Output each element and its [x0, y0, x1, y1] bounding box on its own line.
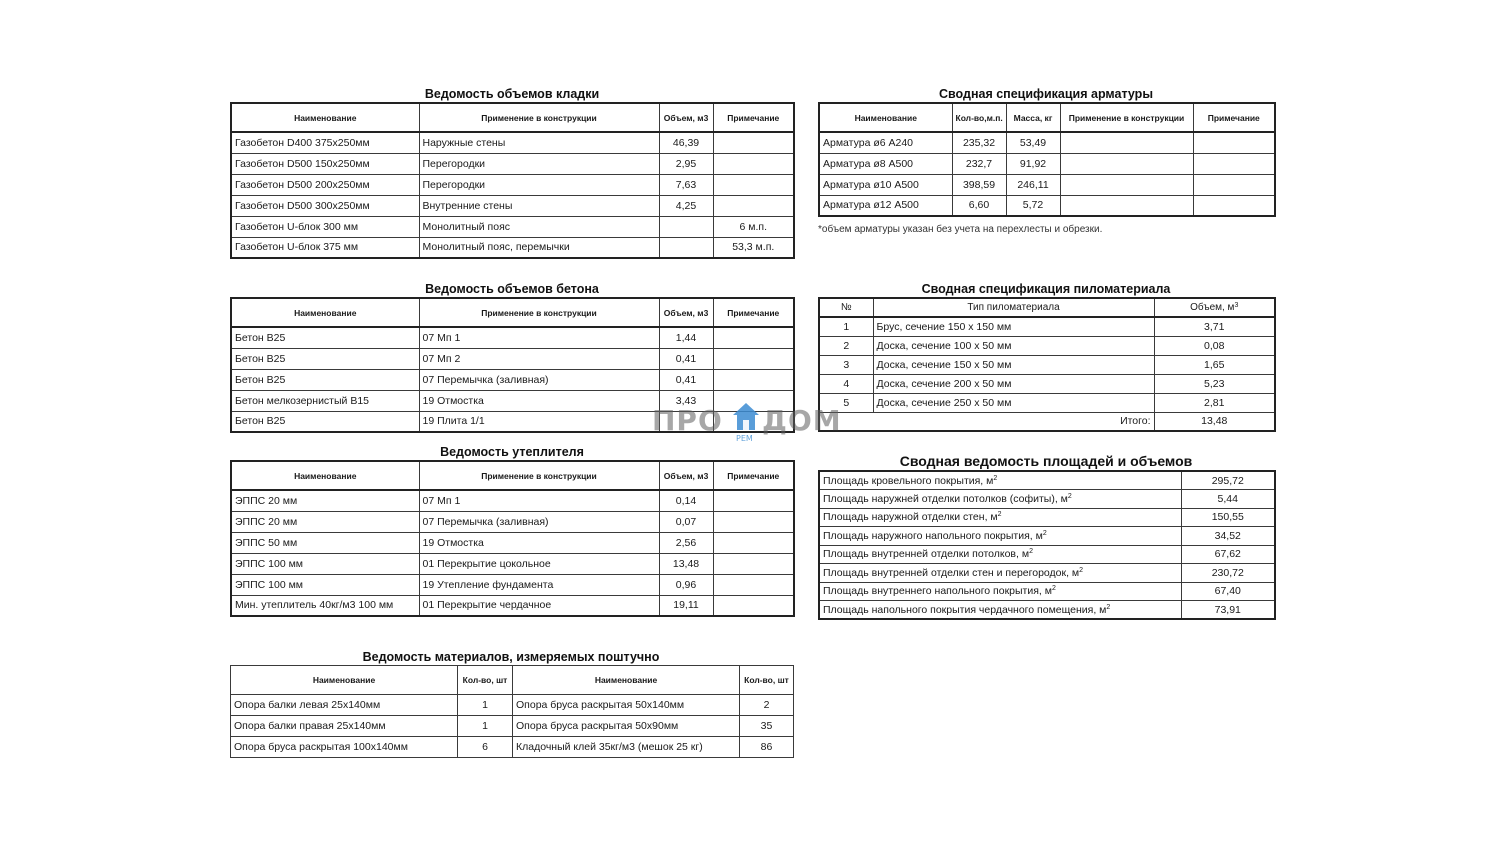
superscript: 2: [1106, 603, 1111, 611]
insulation-block: [230, 444, 794, 618]
table-row: [231, 348, 794, 369]
piece-title: Ведомость материалов, измеряемых поштучно: [362, 650, 660, 664]
cell: 3: [819, 355, 873, 374]
table-row: [819, 393, 1275, 412]
cell: 91,92: [1006, 153, 1060, 174]
superscript: 2: [997, 511, 1002, 519]
table-header-row: [231, 666, 794, 695]
table-header-row: [231, 103, 794, 132]
table-row: [819, 355, 1275, 374]
cell: 19 Утепление фундамента: [419, 574, 659, 595]
table-row: [819, 374, 1275, 393]
cell: [1060, 174, 1193, 195]
table-row: [819, 545, 1275, 564]
header-cell: Примечание: [1193, 103, 1275, 132]
superscript: 2: [1067, 492, 1072, 500]
cell: 07 Мп 1: [419, 490, 659, 511]
cell: Газобетон U-блок 375 мм: [231, 237, 419, 258]
cell: 4: [819, 374, 873, 393]
cell: 34,52: [1181, 527, 1275, 546]
cell: Газобетон D500 300x250мм: [231, 195, 419, 216]
cell: [713, 490, 794, 511]
watermark-sub-text: РЕМ: [736, 434, 753, 443]
cell: [1193, 153, 1275, 174]
cell: 7,63: [659, 174, 713, 195]
cell: 0,07: [659, 511, 713, 532]
superscript: 2: [1042, 529, 1047, 537]
area-label: Площадь внутреннего напольного покрытия, м: [823, 585, 1052, 598]
cell: Перегородки: [419, 174, 659, 195]
areas-title: Сводная ведомость площадей и объемов: [899, 453, 1193, 469]
cell: ЭППС 100 мм: [231, 553, 419, 574]
table-row: [819, 508, 1275, 527]
cell: 07 Перемычка (заливная): [419, 369, 659, 390]
cell: Газобетон D500 200x250мм: [231, 174, 419, 195]
table-row: [231, 369, 794, 390]
cell: Бетон В25: [231, 411, 419, 432]
cell: 6: [458, 737, 513, 758]
cell: Газобетон D500 150x250мм: [231, 153, 419, 174]
piece-table: [230, 665, 794, 758]
header-cell: Применение в конструкции: [419, 103, 659, 132]
header-cell: №: [819, 298, 873, 317]
cell: [713, 595, 794, 616]
cell: 01 Перекрытие чердачное: [419, 595, 659, 616]
cell: 19,11: [659, 595, 713, 616]
header-cell: Объем, м3: [659, 103, 713, 132]
cell: 53,3 м.п.: [713, 237, 794, 258]
cell: ЭППС 100 мм: [231, 574, 419, 595]
cell: 1: [458, 716, 513, 737]
cell: [1060, 153, 1193, 174]
cell: 07 Мп 2: [419, 348, 659, 369]
cell: [713, 553, 794, 574]
cell: Опора бруса раскрытая 50x90мм: [513, 716, 740, 737]
cell: Мин. утеплитель 40кг/м3 100 мм: [231, 595, 419, 616]
header-cell: Наименование: [231, 298, 419, 327]
lumber-table: [818, 297, 1276, 432]
header-cell: Масса, кг: [1006, 103, 1060, 132]
cell: Наружные стены: [419, 132, 659, 153]
insulation-title: Ведомость утеплителя: [440, 445, 584, 459]
cell: 398,59: [952, 174, 1006, 195]
header-cell: Примечание: [713, 461, 794, 490]
cell: [1193, 195, 1275, 216]
cell: [713, 153, 794, 174]
table-row: [231, 574, 794, 595]
table-row: [819, 582, 1275, 601]
cell: 2,81: [1154, 393, 1275, 412]
piece-block: [230, 649, 800, 759]
cell: 5: [819, 393, 873, 412]
cell: 1,44: [659, 327, 713, 348]
cell: Опора бруса раскрытая 50x140мм: [513, 695, 740, 716]
table-row: [819, 336, 1275, 355]
cell: [819, 490, 1181, 509]
cell: ЭППС 20 мм: [231, 490, 419, 511]
table-row: [231, 195, 794, 216]
header-cell: Кол-во, шт: [740, 666, 794, 695]
cell: [713, 195, 794, 216]
cell: [819, 582, 1181, 601]
superscript: 2: [993, 474, 998, 482]
cell: 246,11: [1006, 174, 1060, 195]
cell: Внутренние стены: [419, 195, 659, 216]
table-row: [819, 195, 1275, 216]
rebar-table: [818, 102, 1276, 217]
cell: 2: [740, 695, 794, 716]
cell: Арматура ø6 А240: [819, 132, 952, 153]
header-cell: Применение в конструкции: [1060, 103, 1193, 132]
table-row: [231, 490, 794, 511]
cell: 1,65: [1154, 355, 1275, 374]
header-cell: Кол-во,м.п.: [952, 103, 1006, 132]
cell: [713, 132, 794, 153]
cell: 86: [740, 737, 794, 758]
cell: 230,72: [1181, 564, 1275, 583]
cell: 19 Отмостка: [419, 390, 659, 411]
area-label: Площадь кровельного покрытия, м: [823, 474, 994, 487]
table-row: [819, 153, 1275, 174]
table-header-row: [231, 298, 794, 327]
table-row: [231, 737, 794, 758]
areas-block: [818, 452, 1274, 624]
total-value: 13,48: [1154, 412, 1275, 431]
cell: 295,72: [1181, 471, 1275, 490]
cell: [1193, 132, 1275, 153]
cell: 0,14: [659, 490, 713, 511]
table-row: [819, 471, 1275, 490]
header-cell: Объем, м3: [659, 461, 713, 490]
masonry-table: [230, 102, 795, 259]
cell: [1193, 174, 1275, 195]
superscript: 2: [1079, 566, 1084, 574]
cell: [819, 508, 1181, 527]
table-row: [819, 601, 1275, 620]
header-cell: Кол-во, шт: [458, 666, 513, 695]
area-label: Площадь наружной отделки стен, м: [823, 511, 998, 524]
table-row: [819, 132, 1275, 153]
header-cell: Наименование: [231, 103, 419, 132]
table-row: [819, 564, 1275, 583]
cell: 1: [458, 695, 513, 716]
cell: 01 Перекрытие цокольное: [419, 553, 659, 574]
cell: 150,55: [1181, 508, 1275, 527]
cell: Арматура ø8 А500: [819, 153, 952, 174]
cell: 4,25: [659, 195, 713, 216]
header-cell: Применение в конструкции: [419, 461, 659, 490]
cell: 2,95: [659, 153, 713, 174]
cell: 07 Мп 1: [419, 327, 659, 348]
cell: Бетон В25: [231, 369, 419, 390]
table-row: [231, 511, 794, 532]
cell: 5,44: [1181, 490, 1275, 509]
table-row: [819, 174, 1275, 195]
rebar-title: Сводная спецификация арматуры: [939, 87, 1153, 101]
house-icon: [732, 402, 760, 432]
cell: 5,23: [1154, 374, 1275, 393]
cell: [1060, 195, 1193, 216]
masonry-title: Ведомость объемов кладки: [424, 87, 600, 101]
table-total-row: [819, 412, 1275, 431]
header-cell: Примечание: [713, 298, 794, 327]
cell: [819, 545, 1181, 564]
cell: 0,41: [659, 348, 713, 369]
cell: Газобетон D400 375x250мм: [231, 132, 419, 153]
cell: Доска, сечение 100 x 50 мм: [873, 336, 1154, 355]
area-label: Площадь наружней отделки потолков (софиты), м: [823, 492, 1068, 505]
cell: Арматура ø12 А500: [819, 195, 952, 216]
lumber-block: [818, 281, 1274, 433]
cell: Монолитный пояс: [419, 216, 659, 237]
table-row: [231, 327, 794, 348]
table-row: [231, 132, 794, 153]
cell: 0,96: [659, 574, 713, 595]
cell: 2: [819, 336, 873, 355]
superscript: 2: [1029, 548, 1033, 556]
cell: Монолитный пояс, перемычки: [419, 237, 659, 258]
table-row: [231, 532, 794, 553]
header-cell: Наименование: [231, 666, 458, 695]
area-label: Площадь внутренней отделки стен и перегородок, м: [823, 566, 1080, 579]
cell: ЭППС 50 мм: [231, 532, 419, 553]
cell: 3,71: [1154, 317, 1275, 336]
cell: 1: [819, 317, 873, 336]
cell: Бетон В25: [231, 348, 419, 369]
cell: Кладочный клей 35кг/м3 (мешок 25 кг): [513, 737, 740, 758]
areas-table: [818, 470, 1276, 620]
cell: [713, 174, 794, 195]
cell: Перегородки: [419, 153, 659, 174]
masonry-block: [230, 86, 794, 261]
cell: Брус, сечение 150 x 150 мм: [873, 317, 1154, 336]
table-row: [819, 317, 1275, 336]
cell: [713, 348, 794, 369]
rebar-note: *объем арматуры указан без учета на перехлесты и обрезки.: [818, 224, 1103, 235]
cell: [713, 369, 794, 390]
watermark-left-text: ПРО: [652, 404, 723, 437]
cell: 6,60: [952, 195, 1006, 216]
cell: 67,62: [1181, 545, 1275, 564]
lumber-title: Сводная спецификация пиломатериала: [921, 282, 1171, 296]
area-label: Площадь напольного покрытия чердачного помещения, м: [823, 603, 1107, 616]
table-row: [231, 553, 794, 574]
cell: [819, 601, 1181, 620]
watermark-right-text: ДОМ: [762, 404, 842, 437]
cell: 6 м.п.: [713, 216, 794, 237]
cell: Доска, сечение 200 x 50 мм: [873, 374, 1154, 393]
cell: 35: [740, 716, 794, 737]
cell: Арматура ø10 А500: [819, 174, 952, 195]
header-cell: Примечание: [713, 103, 794, 132]
cell: 46,39: [659, 132, 713, 153]
cell: 5,72: [1006, 195, 1060, 216]
header-cell: Тип пиломатериала: [873, 298, 1154, 317]
cell: [659, 237, 713, 258]
cell: 67,40: [1181, 582, 1275, 601]
cell: 0,08: [1154, 336, 1275, 355]
header-cell: Применение в конструкции: [419, 298, 659, 327]
watermark-logo: [652, 402, 852, 446]
header-cell: [1154, 298, 1275, 317]
cell: Опора бруса раскрытая 100x140мм: [231, 737, 458, 758]
cell: Опора балки левая 25x140мм: [231, 695, 458, 716]
table-row: [231, 174, 794, 195]
area-label: Площадь внутренней отделки потолков, м: [823, 548, 1030, 561]
cell: 3,43: [659, 390, 713, 411]
total-label: Итого:: [873, 412, 1154, 431]
table-row: [231, 153, 794, 174]
superscript: 2: [1051, 585, 1056, 593]
table-row: [819, 527, 1275, 546]
cell: Бетон В25: [231, 327, 419, 348]
superscript: 3: [1234, 302, 1239, 309]
cell: [713, 327, 794, 348]
cell: 0,41: [659, 369, 713, 390]
cell: 19 Плита 1/1: [419, 411, 659, 432]
cell: Доска, сечение 150 x 50 мм: [873, 355, 1154, 374]
cell: 19 Отмостка: [419, 532, 659, 553]
rebar-block: [818, 86, 1274, 238]
table-header-row: [819, 103, 1275, 132]
cell: 53,49: [1006, 132, 1060, 153]
header-cell: Наименование: [819, 103, 952, 132]
cell: [819, 471, 1181, 490]
header-cell: Наименование: [513, 666, 740, 695]
cell: 2,56: [659, 532, 713, 553]
cell: Бетон мелкозернистый В15: [231, 390, 419, 411]
cell: [1060, 132, 1193, 153]
header-text: Объем, м: [1190, 302, 1235, 313]
cell: 13,48: [659, 553, 713, 574]
table-row: [231, 237, 794, 258]
cell: [713, 511, 794, 532]
cell: 73,91: [1181, 601, 1275, 620]
concrete-title: Ведомость объемов бетона: [425, 282, 599, 296]
cell: Доска, сечение 250 x 50 мм: [873, 393, 1154, 412]
cell: ЭППС 20 мм: [231, 511, 419, 532]
cell: 07 Перемычка (заливная): [419, 511, 659, 532]
cell: Газобетон U-блок 300 мм: [231, 216, 419, 237]
table-header-row: [231, 461, 794, 490]
cell: [713, 574, 794, 595]
table-row: [231, 716, 794, 737]
table-header-row: [819, 298, 1275, 317]
cell: [713, 532, 794, 553]
insulation-table: [230, 460, 795, 617]
cell: 232,7: [952, 153, 1006, 174]
cell: [819, 564, 1181, 583]
cell: 235,32: [952, 132, 1006, 153]
table-row: [231, 216, 794, 237]
table-row: [819, 490, 1275, 509]
header-cell: Наименование: [231, 461, 419, 490]
header-cell: Объем, м3: [659, 298, 713, 327]
table-row: [231, 695, 794, 716]
cell: Опора балки правая 25x140мм: [231, 716, 458, 737]
cell: [819, 527, 1181, 546]
table-row: [231, 595, 794, 616]
cell: [659, 216, 713, 237]
area-label: Площадь наружного напольного покрытия, м: [823, 529, 1043, 542]
